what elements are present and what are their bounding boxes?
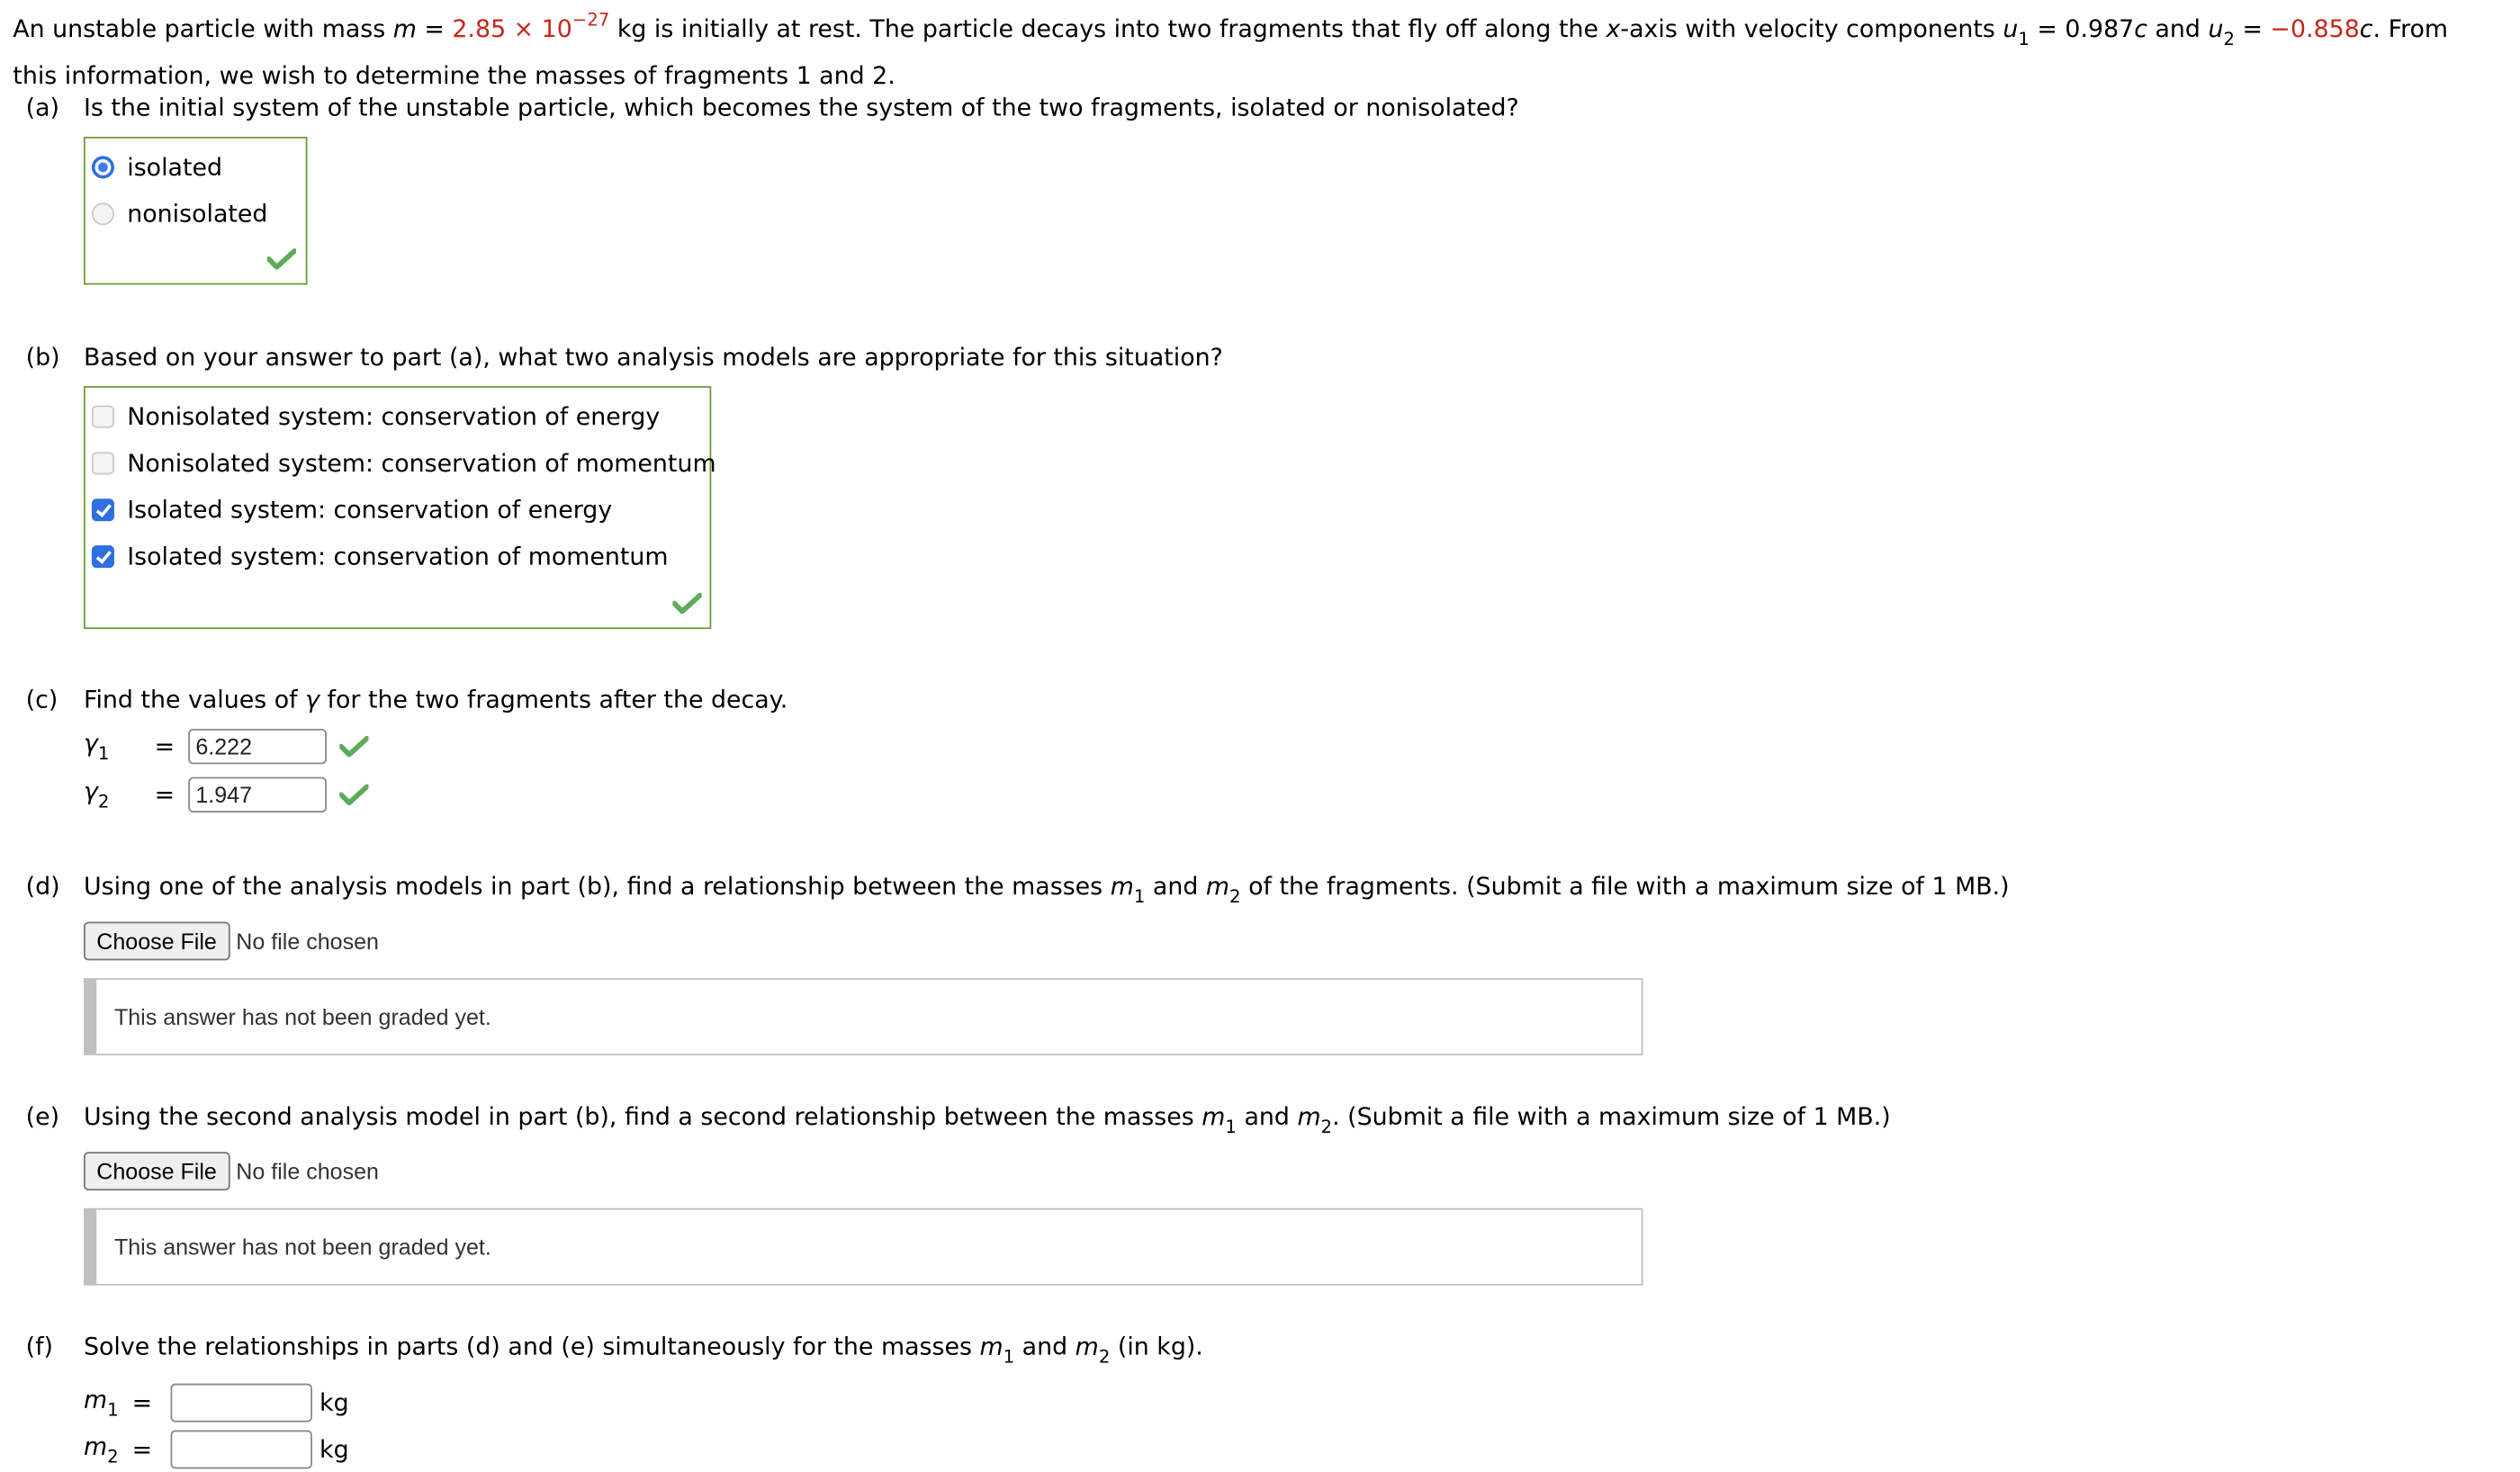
- u2-symbol: u: [2208, 14, 2224, 44]
- question-text: Is the initial system of the unstable particle, which becomes the system of the two fragments, isolated or nonisolated?: [83, 93, 1519, 122]
- equals: =: [154, 780, 176, 810]
- radio-unselected[interactable]: [92, 202, 114, 225]
- intro-text: kg is initially at rest. The particle decays into two fragments that fly off along the: [609, 14, 1606, 44]
- m-symbol: m: [1110, 872, 1134, 902]
- part-e-question: [26, 1102, 1891, 1137]
- m-symbol: m: [1297, 1101, 1321, 1131]
- checkbox-checked[interactable]: [92, 498, 114, 521]
- gamma1-label: $\gamma_1$: [83, 728, 110, 765]
- equals: =: [154, 732, 176, 761]
- question-text: Find the values of: [83, 685, 306, 714]
- correct-check-icon: [339, 784, 368, 806]
- m2-input[interactable]: [170, 1431, 311, 1469]
- part-c-question: [26, 686, 788, 714]
- x-symbol: x: [1606, 14, 1621, 44]
- equals: =: [131, 1388, 153, 1418]
- option-nonisolated-momentum[interactable]: [92, 449, 716, 478]
- radio-selected[interactable]: [92, 156, 114, 178]
- m-symbol: m: [1202, 1101, 1226, 1131]
- question-text: and: [1014, 1332, 1076, 1361]
- option-label: isolated: [127, 152, 223, 183]
- part-d-file-upload: [84, 922, 379, 961]
- problem-statement: [13, 4, 2498, 94]
- part-label: (c): [25, 685, 58, 714]
- grading-status: This answer has not been graded yet.: [113, 1234, 491, 1261]
- gamma1-row: [84, 729, 368, 764]
- c-symbol: c: [2359, 14, 2373, 44]
- intro-text: and: [2146, 14, 2209, 44]
- equals: =: [416, 14, 453, 44]
- part-label: (b): [25, 342, 60, 372]
- part-f-question: [26, 1332, 1203, 1367]
- m2-label: $m_2$: [83, 1432, 119, 1468]
- part-label: (d): [25, 872, 60, 902]
- checkbox-unchecked[interactable]: [92, 452, 114, 474]
- question-text: of the fragments. (Submit a file with a maximum size of 1 MB.): [1240, 872, 2010, 902]
- m1-input[interactable]: [170, 1384, 311, 1423]
- intro-text: . From this information, we wish to determine the masses of fragments 1 and 2.: [13, 14, 2449, 91]
- intro-text: -axis with velocity components: [1620, 14, 2003, 44]
- gamma-symbol: γ: [305, 685, 320, 714]
- m1-label: $m_1$: [83, 1385, 119, 1421]
- mass-value: $2.85 \times 10^{-27}$: [452, 9, 610, 44]
- subscript: 1: [1133, 886, 1146, 908]
- question-text: . (Submit a file with a maximum size of 1 MB.): [1332, 1101, 1891, 1131]
- subscript: 2: [1229, 886, 1241, 908]
- u2-value: −0.858: [2270, 14, 2360, 44]
- question-text: Based on your answer to part (a), what two analysis models are appropriate for this situation?: [83, 342, 1223, 372]
- subscript: 1: [2018, 29, 2030, 50]
- part-label: (f): [25, 1332, 54, 1361]
- subscript: 2: [1098, 1346, 1111, 1368]
- correct-check-icon: [672, 592, 701, 615]
- file-status: No file chosen: [236, 1158, 379, 1184]
- equals: =: [2235, 14, 2271, 44]
- m-symbol: m: [979, 1332, 1004, 1361]
- unit-label: kg: [320, 1434, 349, 1465]
- checkbox-checked[interactable]: [92, 545, 114, 568]
- option-label: Isolated system: conservation of energy: [127, 495, 613, 525]
- m-symbol: m: [1075, 1332, 1099, 1361]
- subscript: 2: [1320, 1116, 1333, 1138]
- option-label: Nonisolated system: conservation of momentum: [127, 448, 716, 479]
- gamma2-row: [84, 777, 368, 812]
- m1-row: [84, 1384, 349, 1423]
- part-e-file-upload: [84, 1152, 379, 1190]
- option-label: Isolated system: conservation of momentum: [127, 542, 669, 571]
- question-text: and: [1236, 1101, 1298, 1131]
- m2-row: [84, 1431, 349, 1469]
- choose-file-button[interactable]: Choose File: [84, 1152, 230, 1190]
- mass-symbol: m: [392, 14, 417, 44]
- question-text: for the two fragments after the decay.: [320, 685, 788, 714]
- question-text: (in kg).: [1110, 1332, 1203, 1361]
- option-isolated[interactable]: [92, 153, 222, 182]
- gamma2-input[interactable]: [187, 777, 326, 812]
- part-a-answer-box: [84, 137, 308, 284]
- question-text: Using one of the analysis models in part (b), find a relationship between the masses: [83, 872, 1111, 902]
- part-a-question: [26, 94, 1519, 122]
- checkbox-unchecked[interactable]: [92, 406, 114, 428]
- gamma2-label: $\gamma_2$: [83, 776, 110, 812]
- c-symbol: c: [2134, 14, 2147, 44]
- gamma1-input[interactable]: [187, 729, 326, 764]
- question-text: Using the second analysis model in part (b), find a second relationship between the masses: [83, 1101, 1202, 1131]
- option-isolated-energy[interactable]: [92, 496, 612, 525]
- question-text: and: [1145, 872, 1206, 902]
- part-b-answer-box: [84, 386, 716, 629]
- intro-text: An unstable particle with mass: [13, 14, 393, 44]
- u1-symbol: u: [2002, 14, 2019, 44]
- unit-label: kg: [320, 1388, 349, 1418]
- part-b-question: [26, 343, 1223, 372]
- equals: =: [131, 1434, 153, 1465]
- grading-status-box: [84, 978, 1643, 1055]
- question-text: Solve the relationships in parts (d) and (e) simultaneously for the masses: [83, 1332, 980, 1361]
- subscript: 1: [1003, 1346, 1015, 1368]
- grading-status: This answer has not been graded yet.: [113, 1003, 491, 1030]
- option-nonisolated-energy[interactable]: [92, 402, 660, 431]
- option-label: nonisolated: [127, 199, 268, 229]
- choose-file-button[interactable]: Choose File: [84, 922, 230, 961]
- file-status: No file chosen: [236, 928, 379, 955]
- option-nonisolated[interactable]: [92, 200, 268, 229]
- option-label: Nonisolated system: conservation of energy: [127, 402, 661, 432]
- subscript: 1: [1225, 1116, 1237, 1138]
- correct-check-icon: [339, 735, 368, 758]
- part-d-question: [26, 872, 2010, 907]
- option-isolated-momentum[interactable]: [92, 543, 669, 571]
- m-symbol: m: [1205, 872, 1230, 902]
- part-label: (a): [25, 93, 59, 122]
- grading-status-box: [84, 1208, 1643, 1286]
- subscript: 2: [2223, 29, 2236, 50]
- u1-value: = 0.987: [2029, 14, 2135, 44]
- correct-check-icon: [267, 247, 296, 270]
- part-label: (e): [25, 1101, 60, 1131]
